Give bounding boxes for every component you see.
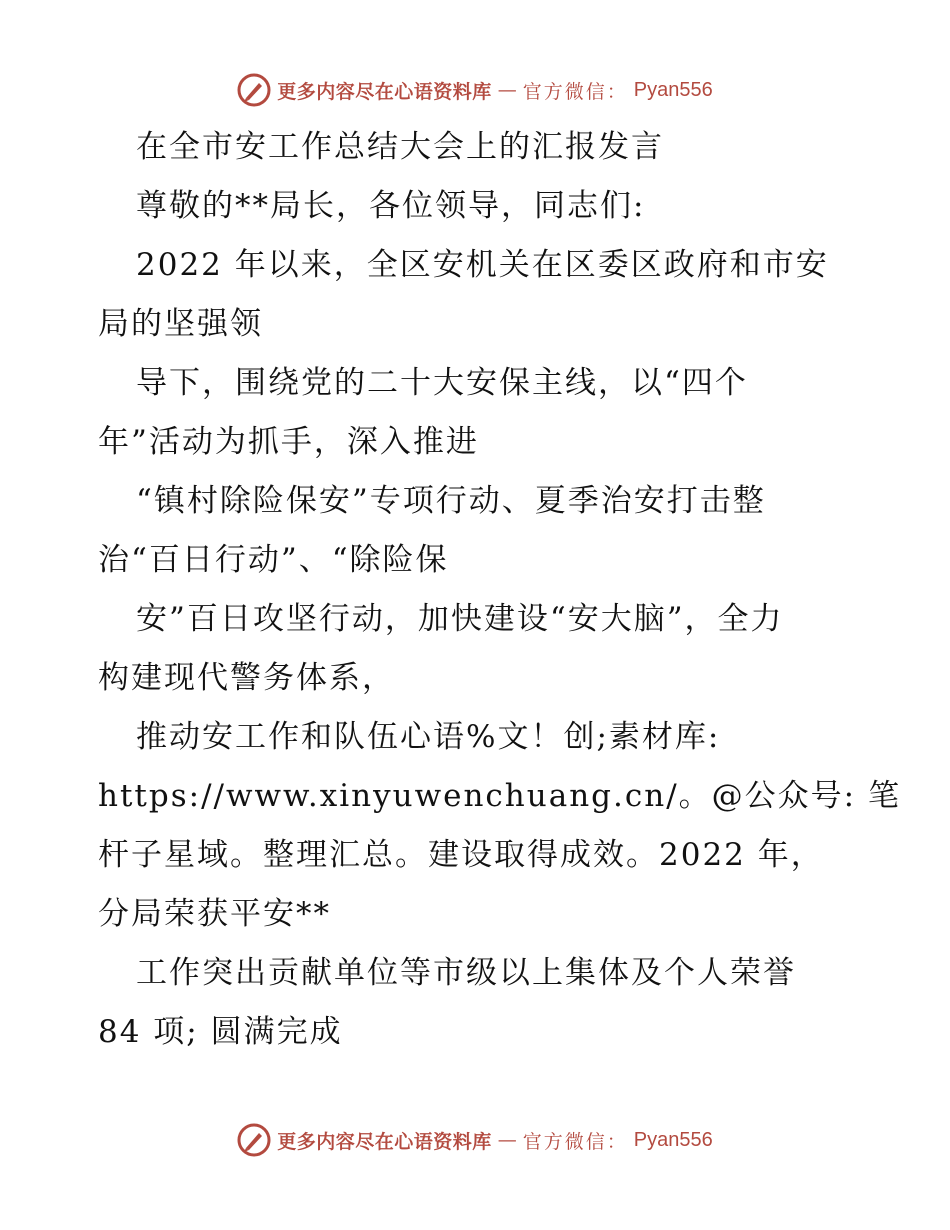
- header-banner-dash: —: [497, 79, 517, 101]
- footer-banner-dash: —: [497, 1129, 517, 1151]
- text-line: 治“百日行动”、“除险保: [98, 542, 449, 578]
- header-banner: [0, 70, 950, 110]
- footer-banner: [0, 1120, 950, 1160]
- text-line: 构建现代警务体系，: [98, 660, 395, 696]
- text-line: 尊敬的**局长，各位领导，同志们:: [136, 188, 646, 224]
- text-line: 导下，围绕党的二十大安保主线，以“四个: [136, 365, 748, 401]
- text-line: 杆子星域。整理汇总。建设取得成效。2022 年，: [98, 837, 824, 873]
- text-line: 局的坚强领: [98, 306, 263, 342]
- text-line: “镇村除险保安”专项行动、夏季治安打击整: [136, 483, 766, 519]
- text-line: 安”百日攻坚行动，加快建设“安大脑”，全力: [136, 601, 784, 637]
- footer-wechat-label: 官方微信：: [522, 1130, 628, 1153]
- document-body: [98, 118, 901, 1062]
- text-line: 84 项; 圆满完成: [98, 1014, 343, 1050]
- footer-wechat-id: Pyan556: [633, 1128, 713, 1151]
- text-line: 在全市安工作总结大会上的汇报发言: [136, 129, 664, 165]
- text-line: 推动安工作和队伍心语%文！创;素材库:: [136, 719, 721, 755]
- text-line: 年”活动为抓手，深入推进: [98, 424, 479, 460]
- header-wechat-label: 官方微信：: [522, 80, 628, 103]
- footer-banner-text: 更多内容尽在心语资料库: [277, 1130, 492, 1153]
- text-line: 2022 年以来，全区安机关在区委区政府和市安: [136, 247, 829, 283]
- header-banner-text: 更多内容尽在心语资料库: [277, 80, 492, 103]
- pen-logo-icon: [237, 73, 271, 107]
- text-line: https://www.xinyuwenchuang.cn/。@公众号: 笔: [98, 778, 901, 814]
- text-line: 工作突出贡献单位等市级以上集体及个人荣誉: [136, 955, 796, 991]
- text-line: 分局荣获平安**: [98, 896, 331, 932]
- pen-logo-icon: [237, 1123, 271, 1157]
- header-wechat-id: Pyan556: [633, 78, 713, 101]
